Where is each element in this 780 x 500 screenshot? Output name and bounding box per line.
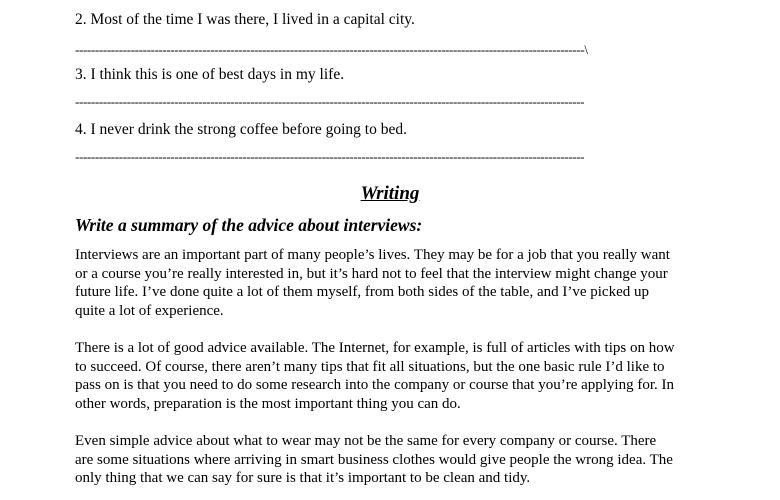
paragraph-line: other words, preparation is the most important thing you can do.	[75, 396, 461, 413]
paragraph-line: There is a lot of good advice available. The Internet, for example, is full of articles with tips on how	[75, 340, 675, 356]
paragraph-line: future life. I’ve done quite a lot of them myself, from both sides of the table, and I’ve picked up	[75, 284, 649, 301]
reading-paragraph-2	[75, 339, 715, 414]
paragraph-line: Interviews are an important part of many people’s lives. They may be for a job that you really want	[75, 247, 670, 263]
paragraph-line: or a course you’re really interested in, but it’s hard not to feel that the interview might change your	[75, 265, 668, 282]
exercise-sentence-4: 4. I never drink the strong coffee before going to bed.	[75, 121, 407, 138]
reading-paragraph-1	[75, 246, 715, 321]
answer-line-3: --------------------------------------------------------------------------------------------------------------------------------	[75, 95, 585, 109]
paragraph-line: are some situations where arriving in smart business clothes would give people the wrong idea. The	[75, 451, 673, 468]
paragraph-line: Even simple advice about what to wear may not be the same for every company or course. There	[75, 433, 657, 449]
writing-instruction: Write a summary of the advice about interviews:	[75, 215, 423, 235]
paragraph-line: only thing that we can say for sure is that it’s important to be clean and tidy.	[75, 470, 531, 487]
section-title-writing: Writing	[360, 183, 420, 204]
reading-paragraph-3	[75, 432, 715, 488]
exercise-sentence-3: 3. I think this is one of best days in my life.	[75, 66, 345, 83]
paragraph-line: to succeed. Of course, there aren’t many tips that fit all situations, but the one basic rule I’d like to	[75, 358, 665, 375]
exercise-sentence-2: 2. Most of the time I was there, I lived in a capital city.	[75, 11, 415, 28]
answer-line-4: --------------------------------------------------------------------------------------------------------------------------------	[75, 150, 585, 164]
paragraph-line: quite a lot of experience.	[75, 303, 224, 320]
answer-line-2: --------------------------------------------------------------------------------------------------------------------------------\	[75, 43, 588, 57]
paragraph-line: pass on is that you need to do some research into the company or course that you’re applying for. In	[75, 377, 675, 394]
